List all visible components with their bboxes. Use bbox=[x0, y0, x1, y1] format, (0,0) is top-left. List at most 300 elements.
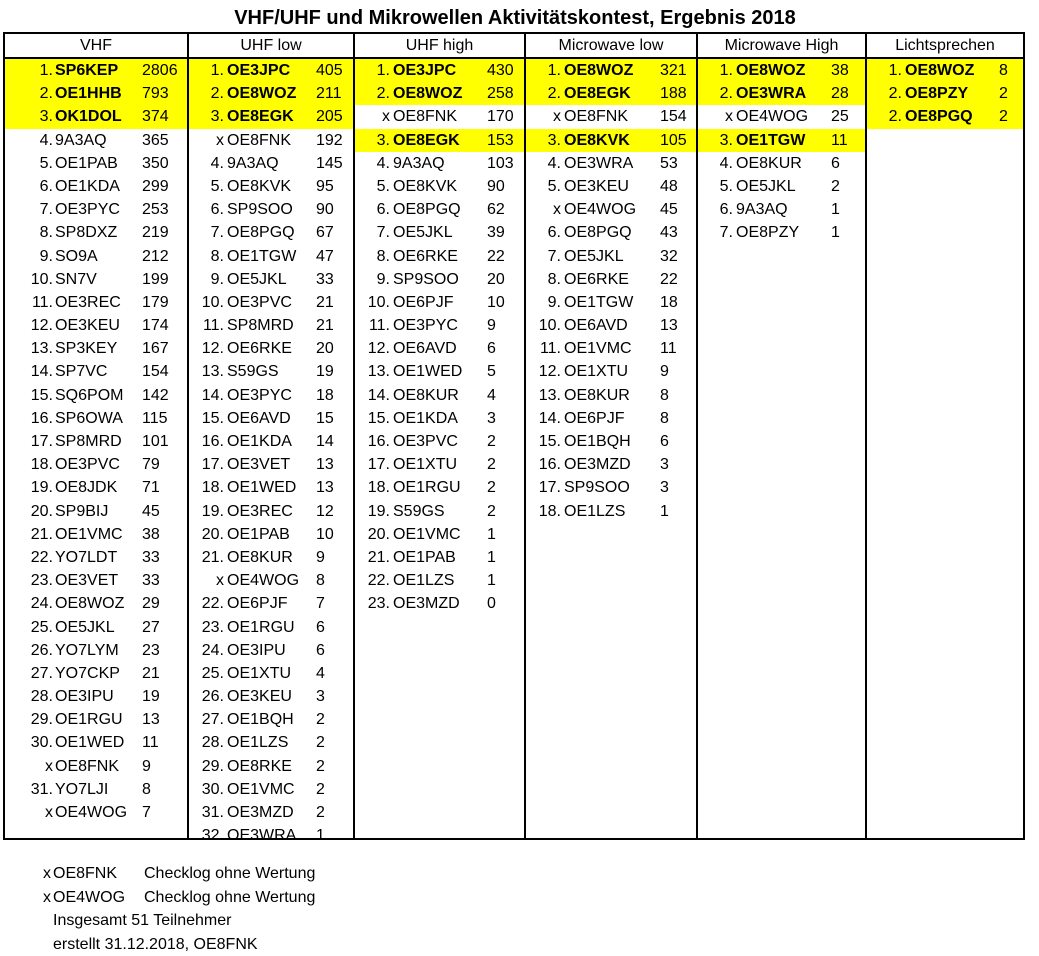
score-cell: 20 bbox=[487, 268, 505, 291]
table-row bbox=[189, 82, 353, 105]
score-cell: 48 bbox=[660, 175, 678, 198]
rank-cell: 4. bbox=[698, 152, 733, 175]
rank-cell: 22. bbox=[355, 569, 390, 592]
score-cell: 142 bbox=[142, 384, 169, 407]
rank-cell: 8. bbox=[355, 245, 390, 268]
callsign-cell: OE1XTU bbox=[564, 360, 628, 383]
rank-cell: 10. bbox=[526, 314, 561, 337]
table-row bbox=[698, 152, 865, 175]
note-callsign: OE8FNK bbox=[53, 862, 117, 886]
column-microwave-low bbox=[526, 34, 698, 838]
rank-cell: 4. bbox=[189, 152, 224, 175]
rank-cell: 26. bbox=[5, 639, 53, 662]
callsign-cell: OE3REC bbox=[55, 291, 121, 314]
score-cell: 1 bbox=[831, 221, 840, 244]
callsign-cell: OE8KUR bbox=[227, 546, 293, 569]
rank-cell: 21. bbox=[355, 546, 390, 569]
callsign-cell: OE1VMC bbox=[227, 778, 295, 801]
rank-cell: 9. bbox=[189, 268, 224, 291]
score-cell: 2 bbox=[999, 105, 1008, 128]
callsign-cell: OE6PJF bbox=[564, 407, 624, 430]
callsign-cell: OE1VMC bbox=[564, 337, 632, 360]
rank-cell: 5. bbox=[5, 152, 53, 175]
table-row bbox=[189, 175, 353, 198]
callsign-cell: OE8FNK bbox=[564, 105, 628, 128]
score-cell: 39 bbox=[487, 221, 505, 244]
callsign-cell: OE4WOG bbox=[55, 801, 127, 824]
note-mark: x bbox=[0, 886, 51, 910]
score-cell: 9 bbox=[142, 755, 151, 778]
rank-cell: 23. bbox=[5, 569, 53, 592]
table-row bbox=[526, 245, 696, 268]
rank-cell: x bbox=[5, 755, 53, 778]
rank-cell: 17. bbox=[355, 453, 390, 476]
callsign-cell: OK1DOL bbox=[55, 105, 122, 128]
rank-cell: 25. bbox=[5, 616, 53, 639]
rank-cell: 18. bbox=[526, 500, 561, 523]
score-cell: 8 bbox=[999, 59, 1008, 82]
score-cell: 32 bbox=[660, 245, 678, 268]
score-cell: 1 bbox=[660, 500, 669, 523]
score-cell: 2 bbox=[831, 175, 840, 198]
callsign-cell: OE6AVD bbox=[393, 337, 457, 360]
table-row bbox=[5, 105, 187, 128]
callsign-cell: OE8FNK bbox=[393, 105, 457, 128]
score-cell: 2 bbox=[487, 430, 496, 453]
table-row bbox=[5, 337, 187, 360]
table-row bbox=[526, 384, 696, 407]
rank-cell: 2. bbox=[526, 82, 561, 105]
callsign-cell: OE4WOG bbox=[564, 198, 636, 221]
callsign-cell: OE5JKL bbox=[564, 245, 624, 268]
table-row bbox=[189, 824, 353, 847]
callsign-cell: OE8PZY bbox=[905, 82, 968, 105]
score-cell: 154 bbox=[142, 360, 169, 383]
score-cell: 5 bbox=[487, 360, 496, 383]
callsign-cell: OE1RGU bbox=[55, 708, 123, 731]
score-cell: 179 bbox=[142, 291, 169, 314]
callsign-cell: SP6OWA bbox=[55, 407, 123, 430]
callsign-cell: YO7LJI bbox=[55, 778, 108, 801]
callsign-cell: SP9SOO bbox=[564, 476, 630, 499]
callsign-cell: OE1PAB bbox=[393, 546, 456, 569]
rank-cell: 17. bbox=[5, 430, 53, 453]
callsign-cell: OE3REC bbox=[227, 500, 293, 523]
callsign-cell: SP6KEP bbox=[55, 59, 118, 82]
rank-cell: 23. bbox=[355, 592, 390, 615]
table-row bbox=[526, 175, 696, 198]
score-cell: 405 bbox=[316, 59, 343, 82]
table-row bbox=[189, 500, 353, 523]
score-cell: 8 bbox=[660, 384, 669, 407]
callsign-cell: OE3WRA bbox=[564, 152, 633, 175]
score-cell: 38 bbox=[831, 59, 849, 82]
column-lichtsprechen bbox=[867, 34, 1023, 838]
callsign-cell: OE8WOZ bbox=[393, 82, 462, 105]
score-cell: 153 bbox=[487, 129, 514, 152]
table-row bbox=[355, 129, 524, 152]
table-row bbox=[189, 453, 353, 476]
score-cell: 27 bbox=[142, 616, 160, 639]
callsign-cell: OE8PGQ bbox=[905, 105, 973, 128]
table-row bbox=[698, 175, 865, 198]
table-row bbox=[355, 546, 524, 569]
rank-cell: 1. bbox=[867, 59, 902, 82]
score-cell: 105 bbox=[660, 129, 687, 152]
callsign-cell: OE8RKE bbox=[227, 755, 292, 778]
table-row bbox=[189, 476, 353, 499]
score-cell: 1 bbox=[316, 824, 325, 847]
rank-cell: 14. bbox=[189, 384, 224, 407]
rank-cell: 10. bbox=[5, 268, 53, 291]
rank-cell: 19. bbox=[5, 476, 53, 499]
table-row bbox=[526, 337, 696, 360]
score-cell: 188 bbox=[660, 82, 687, 105]
table-row bbox=[355, 476, 524, 499]
rank-cell: 7. bbox=[5, 198, 53, 221]
table-row bbox=[355, 82, 524, 105]
score-cell: 2 bbox=[316, 778, 325, 801]
rank-cell: 3. bbox=[698, 129, 733, 152]
score-cell: 219 bbox=[142, 221, 169, 244]
table-row bbox=[355, 500, 524, 523]
table-row bbox=[189, 801, 353, 824]
score-cell: 145 bbox=[316, 152, 343, 175]
table-row bbox=[355, 105, 524, 128]
rank-cell: 2. bbox=[698, 82, 733, 105]
callsign-cell: OE3WRA bbox=[736, 82, 806, 105]
table-row bbox=[355, 337, 524, 360]
rank-cell: 24. bbox=[189, 639, 224, 662]
rank-cell: 18. bbox=[189, 476, 224, 499]
column-header: UHF high bbox=[355, 34, 524, 59]
rank-cell: 14. bbox=[526, 407, 561, 430]
rank-cell: x bbox=[189, 129, 224, 152]
rank-cell: 20. bbox=[355, 523, 390, 546]
score-cell: 13 bbox=[316, 476, 334, 499]
callsign-cell: OE3IPU bbox=[227, 639, 286, 662]
rank-cell: 20. bbox=[5, 500, 53, 523]
score-cell: 13 bbox=[660, 314, 678, 337]
score-cell: 18 bbox=[316, 384, 334, 407]
table-row bbox=[698, 129, 865, 152]
callsign-cell: OE8WOZ bbox=[736, 59, 805, 82]
table-row bbox=[189, 384, 353, 407]
rank-cell: 3. bbox=[355, 129, 390, 152]
callsign-cell: OE3PYC bbox=[55, 198, 120, 221]
table-row bbox=[5, 500, 187, 523]
score-cell: 6 bbox=[660, 430, 669, 453]
callsign-cell: OE3KEU bbox=[55, 314, 120, 337]
table-row bbox=[189, 708, 353, 731]
score-cell: 3 bbox=[316, 685, 325, 708]
score-cell: 28 bbox=[831, 82, 849, 105]
callsign-cell: OE8PGQ bbox=[564, 221, 632, 244]
callsign-cell: OE8KUR bbox=[564, 384, 630, 407]
callsign-cell: S59GS bbox=[393, 500, 445, 523]
score-cell: 2 bbox=[316, 708, 325, 731]
score-cell: 7 bbox=[142, 801, 151, 824]
rank-cell: 20. bbox=[189, 523, 224, 546]
table-row bbox=[867, 82, 1023, 105]
rank-cell: 11. bbox=[5, 291, 53, 314]
rank-cell: 23. bbox=[189, 616, 224, 639]
callsign-cell: OE5JKL bbox=[55, 616, 115, 639]
column-uhf-low bbox=[189, 34, 355, 838]
table-row bbox=[355, 268, 524, 291]
score-cell: 212 bbox=[142, 245, 169, 268]
rank-cell: 8. bbox=[189, 245, 224, 268]
table-row bbox=[526, 453, 696, 476]
rank-cell: 21. bbox=[189, 546, 224, 569]
rank-cell: 13. bbox=[526, 384, 561, 407]
callsign-cell: OE6RKE bbox=[564, 268, 629, 291]
table-row bbox=[526, 221, 696, 244]
rank-cell: 4. bbox=[5, 129, 53, 152]
callsign-cell: OE1KDA bbox=[227, 430, 292, 453]
column-microwave-high bbox=[698, 34, 867, 838]
score-cell: 90 bbox=[316, 198, 334, 221]
rank-cell: 16. bbox=[355, 430, 390, 453]
rank-cell: 2. bbox=[867, 82, 902, 105]
rank-cell: 8. bbox=[526, 268, 561, 291]
callsign-cell: OE1KDA bbox=[393, 407, 458, 430]
callsign-cell: SP9SOO bbox=[227, 198, 293, 221]
score-cell: 365 bbox=[142, 129, 169, 152]
rank-cell: 18. bbox=[5, 453, 53, 476]
callsign-cell: YO7LDT bbox=[55, 546, 117, 569]
callsign-cell: OE1TGW bbox=[227, 245, 296, 268]
table-row bbox=[5, 453, 187, 476]
score-cell: 11 bbox=[142, 731, 159, 754]
rank-cell: 12. bbox=[355, 337, 390, 360]
score-cell: 199 bbox=[142, 268, 169, 291]
score-cell: 6 bbox=[316, 639, 325, 662]
rank-cell: 6. bbox=[526, 221, 561, 244]
table-row bbox=[189, 221, 353, 244]
table-row bbox=[5, 360, 187, 383]
callsign-cell: OE8WOZ bbox=[905, 59, 974, 82]
table-row bbox=[189, 639, 353, 662]
callsign-cell: OE8KUR bbox=[393, 384, 459, 407]
score-cell: 22 bbox=[487, 245, 505, 268]
callsign-cell: SP9BIJ bbox=[55, 500, 108, 523]
table-row bbox=[5, 245, 187, 268]
score-cell: 3 bbox=[660, 476, 669, 499]
rank-cell: 3. bbox=[5, 105, 53, 128]
rank-cell: 5. bbox=[189, 175, 224, 198]
table-row bbox=[867, 59, 1023, 82]
table-row bbox=[5, 152, 187, 175]
callsign-cell: OE3JPC bbox=[227, 59, 290, 82]
table-row bbox=[355, 221, 524, 244]
callsign-cell: SP8MRD bbox=[227, 314, 294, 337]
callsign-cell: OE1HHB bbox=[55, 82, 122, 105]
score-cell: 170 bbox=[487, 105, 514, 128]
callsign-cell: OE3VET bbox=[55, 569, 118, 592]
score-cell: 15 bbox=[316, 407, 334, 430]
score-cell: 6 bbox=[487, 337, 496, 360]
callsign-cell: OE5JKL bbox=[393, 221, 453, 244]
callsign-cell: SP7VC bbox=[55, 360, 107, 383]
table-row bbox=[355, 245, 524, 268]
callsign-cell: OE1TGW bbox=[564, 291, 633, 314]
table-row bbox=[189, 59, 353, 82]
callsign-cell: OE3IPU bbox=[55, 685, 114, 708]
score-cell: 21 bbox=[316, 291, 334, 314]
table-row bbox=[355, 198, 524, 221]
score-cell: 45 bbox=[660, 198, 678, 221]
score-cell: 29 bbox=[142, 592, 160, 615]
score-cell: 90 bbox=[487, 175, 505, 198]
score-cell: 12 bbox=[316, 500, 334, 523]
score-cell: 350 bbox=[142, 152, 169, 175]
rank-cell: 16. bbox=[5, 407, 53, 430]
rank-cell: 11. bbox=[526, 337, 561, 360]
table-row bbox=[526, 82, 696, 105]
callsign-cell: OE1PAB bbox=[227, 523, 290, 546]
page-title: VHF/UHF und Mikrowellen Aktivitätskontest, Ergebnis 2018 bbox=[0, 6, 1030, 30]
table-row bbox=[698, 105, 865, 128]
score-cell: 8 bbox=[316, 569, 325, 592]
callsign-cell: OE8KVK bbox=[393, 175, 457, 198]
score-cell: 4 bbox=[487, 384, 496, 407]
rank-cell: 2. bbox=[189, 82, 224, 105]
callsign-cell: OE6RKE bbox=[393, 245, 458, 268]
callsign-cell: SP8DXZ bbox=[55, 221, 117, 244]
rank-cell: 6. bbox=[189, 198, 224, 221]
rank-cell: 6. bbox=[5, 175, 53, 198]
table-row bbox=[5, 639, 187, 662]
callsign-cell: OE6RKE bbox=[227, 337, 292, 360]
table-row bbox=[189, 592, 353, 615]
score-cell: 19 bbox=[142, 685, 160, 708]
callsign-cell: YO7CKP bbox=[55, 662, 120, 685]
callsign-cell: OE1RGU bbox=[227, 616, 295, 639]
rank-cell: 30. bbox=[189, 778, 224, 801]
rank-cell: 5. bbox=[526, 175, 561, 198]
score-cell: 174 bbox=[142, 314, 169, 337]
callsign-cell: OE8PZY bbox=[736, 221, 799, 244]
table-row bbox=[698, 221, 865, 244]
score-cell: 45 bbox=[142, 500, 160, 523]
score-cell: 9 bbox=[316, 546, 325, 569]
callsign-cell: OE8PGQ bbox=[393, 198, 461, 221]
table-row bbox=[189, 407, 353, 430]
table-row bbox=[189, 198, 353, 221]
table-row bbox=[5, 778, 187, 801]
note-text: Checklog ohne Wertung bbox=[144, 886, 315, 910]
rank-cell: 21. bbox=[5, 523, 53, 546]
callsign-cell: OE3VET bbox=[227, 453, 290, 476]
callsign-cell: SO9A bbox=[55, 245, 98, 268]
rank-cell: 1. bbox=[526, 59, 561, 82]
callsign-cell: OE1BQH bbox=[564, 430, 631, 453]
rank-cell: 14. bbox=[355, 384, 390, 407]
table-row bbox=[526, 407, 696, 430]
table-row bbox=[355, 523, 524, 546]
table-row bbox=[526, 268, 696, 291]
score-cell: 1 bbox=[487, 569, 496, 592]
rank-cell: x bbox=[698, 105, 733, 128]
score-cell: 11 bbox=[660, 337, 677, 360]
table-row bbox=[5, 569, 187, 592]
table-row bbox=[189, 616, 353, 639]
rank-cell: 4. bbox=[526, 152, 561, 175]
table-row bbox=[867, 105, 1023, 128]
rank-cell: 22. bbox=[189, 592, 224, 615]
rank-cell: 2. bbox=[867, 105, 902, 128]
callsign-cell: OE8EGK bbox=[564, 82, 631, 105]
column-header: UHF low bbox=[189, 34, 353, 59]
callsign-cell: OE8EGK bbox=[227, 105, 294, 128]
table-row bbox=[189, 430, 353, 453]
score-cell: 14 bbox=[316, 430, 334, 453]
score-cell: 21 bbox=[142, 662, 160, 685]
score-cell: 4 bbox=[316, 662, 325, 685]
table-row bbox=[5, 546, 187, 569]
callsign-cell: 9A3AQ bbox=[736, 198, 788, 221]
callsign-cell: OE8WOZ bbox=[227, 82, 296, 105]
table-row bbox=[526, 430, 696, 453]
score-cell: 38 bbox=[142, 523, 160, 546]
table-row bbox=[5, 592, 187, 615]
rank-cell: 3. bbox=[526, 129, 561, 152]
score-cell: 2 bbox=[487, 500, 496, 523]
table-row bbox=[5, 129, 187, 152]
callsign-cell: OE1WED bbox=[393, 360, 462, 383]
rank-cell: 2. bbox=[5, 82, 53, 105]
score-cell: 2 bbox=[487, 453, 496, 476]
callsign-cell: OE6PJF bbox=[227, 592, 287, 615]
callsign-cell: OE8PGQ bbox=[227, 221, 295, 244]
callsign-cell: OE3PVC bbox=[227, 291, 292, 314]
score-cell: 2 bbox=[316, 801, 325, 824]
rank-cell: 17. bbox=[526, 476, 561, 499]
rank-cell: 11. bbox=[189, 314, 224, 337]
table-row bbox=[189, 755, 353, 778]
table-row bbox=[355, 453, 524, 476]
rank-cell: 19. bbox=[189, 500, 224, 523]
callsign-cell: OE1TGW bbox=[736, 129, 805, 152]
table-row bbox=[189, 152, 353, 175]
rank-cell: 7. bbox=[526, 245, 561, 268]
rank-cell: 15. bbox=[526, 430, 561, 453]
score-cell: 9 bbox=[487, 314, 496, 337]
table-row bbox=[5, 523, 187, 546]
rank-cell: 11. bbox=[355, 314, 390, 337]
callsign-cell: OE1XTU bbox=[393, 453, 457, 476]
callsign-cell: OE6AVD bbox=[564, 314, 628, 337]
table-row bbox=[5, 291, 187, 314]
score-cell: 115 bbox=[142, 407, 168, 430]
table-row bbox=[189, 523, 353, 546]
callsign-cell: OE1LZS bbox=[393, 569, 454, 592]
table-row bbox=[5, 314, 187, 337]
table-row bbox=[5, 685, 187, 708]
score-cell: 20 bbox=[316, 337, 334, 360]
rank-cell: 31. bbox=[5, 778, 53, 801]
callsign-cell: OE1VMC bbox=[393, 523, 461, 546]
table-row bbox=[526, 291, 696, 314]
table-row bbox=[5, 731, 187, 754]
table-row bbox=[189, 129, 353, 152]
callsign-cell: OE3PYC bbox=[393, 314, 458, 337]
score-cell: 3 bbox=[487, 407, 496, 430]
column-header: Lichtsprechen bbox=[867, 34, 1023, 59]
table-row bbox=[5, 268, 187, 291]
table-row bbox=[355, 291, 524, 314]
